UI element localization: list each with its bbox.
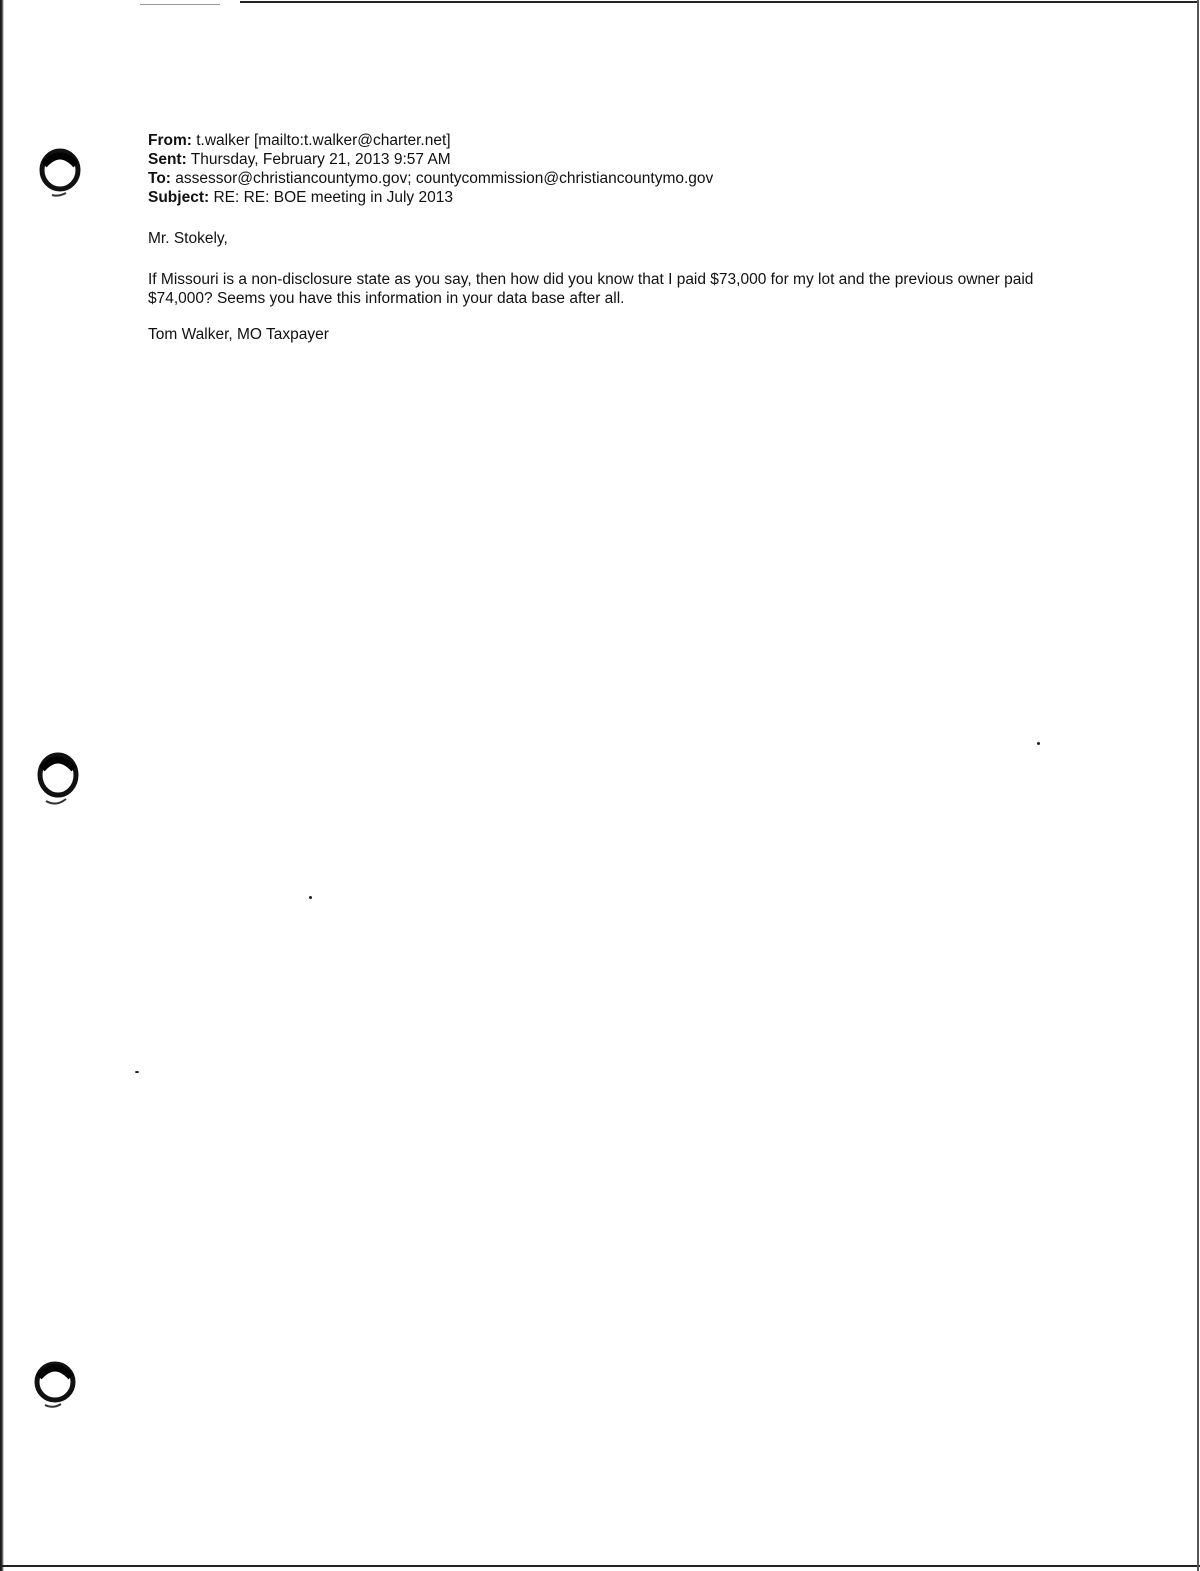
to-line xyxy=(148,169,1088,188)
binder-hole-icon xyxy=(38,145,82,189)
binder-hole-icon xyxy=(36,749,80,793)
scan-edge-top-mark xyxy=(140,4,220,5)
scan-speck xyxy=(135,1071,139,1073)
from-label: From: xyxy=(148,132,192,149)
from-line xyxy=(148,131,1088,150)
binder-hole-icon xyxy=(33,1357,77,1401)
to-value: assessor@christiancountymo.gov; countycommission@christiancountymo.gov xyxy=(175,170,714,187)
subject-value: RE: RE: BOE meeting in July 2013 xyxy=(213,189,453,206)
sent-line xyxy=(148,150,1088,169)
email-printout xyxy=(148,131,1088,344)
body-paragraph: If Missouri is a non-disclosure state as you say, then how did you know that I paid $73,000 for my lot and the previous owner paid $74,000? Seems you have this information in your data base after all. xyxy=(148,271,1034,307)
scan-edge-top xyxy=(240,1,1198,3)
to-label: To: xyxy=(148,170,171,187)
signature: Tom Walker, MO Taxpayer xyxy=(148,326,329,343)
scan-speck xyxy=(309,896,312,899)
scan-speck xyxy=(1037,742,1040,745)
scan-edge-right xyxy=(1197,0,1199,1571)
subject-label: Subject: xyxy=(148,189,210,206)
greeting: Mr. Stokely, xyxy=(148,230,228,247)
sent-label: Sent: xyxy=(148,151,187,168)
scan-edge-bottom xyxy=(0,1565,1200,1567)
from-value: t.walker [mailto:t.walker@charter.net] xyxy=(196,132,451,149)
subject-line xyxy=(148,188,1088,207)
scan-edge-left xyxy=(0,0,4,1571)
sent-value: Thursday, February 21, 2013 9:57 AM xyxy=(190,151,451,168)
